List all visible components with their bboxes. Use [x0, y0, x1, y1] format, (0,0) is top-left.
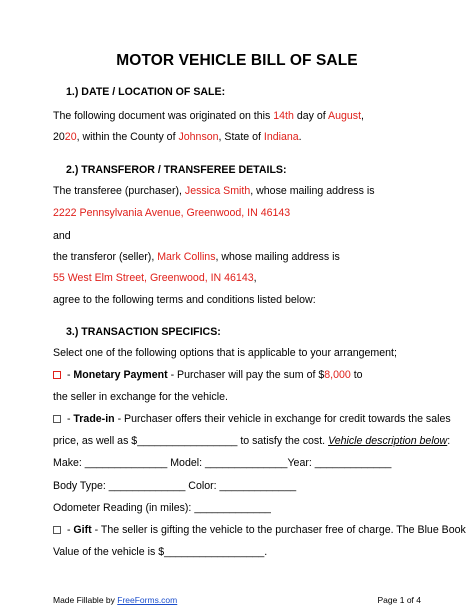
page-number: Page 1 of 4: [377, 595, 421, 605]
section-2-line-1: The transferee (purchaser), Jessica Smith, whose mailing address is: [53, 185, 375, 197]
blue-book-value-field[interactable]: _________________: [164, 546, 265, 558]
seller-address-field[interactable]: 55 West Elm Street, Greenwood, IN 46143: [53, 272, 254, 284]
day-field[interactable]: 14th: [273, 110, 294, 122]
seller-address-line: 55 West Elm Street, Greenwood, IN 46143,: [53, 272, 257, 284]
body-type-field[interactable]: _____________: [108, 480, 186, 492]
color-field[interactable]: _____________: [219, 480, 297, 492]
trade-in-checkbox[interactable]: [53, 415, 61, 423]
trade-in-amount-field[interactable]: _________________: [137, 435, 238, 447]
purchaser-address-field[interactable]: 2222 Pennsylvania Avenue, Greenwood, IN 46143: [53, 207, 291, 219]
state-field[interactable]: Indiana: [263, 131, 299, 143]
gift-checkbox[interactable]: [53, 526, 61, 534]
county-field[interactable]: Johnson: [178, 131, 219, 143]
section-2-line-4: the transferor (seller), Mark Collins, whose mailing address is: [53, 251, 340, 263]
gift-line: - Gift - The seller is gifting the vehicle to the purchaser free of charge. The Blue Book: [53, 524, 466, 536]
year-field[interactable]: 20: [64, 131, 77, 143]
section-1-heading: 1.) DATE / LOCATION OF SALE:: [66, 86, 226, 98]
purchaser-name-field[interactable]: Jessica Smith: [184, 185, 251, 197]
model-field[interactable]: ______________: [204, 457, 288, 469]
section-1-line-2: 2020, within the County of Johnson, State of Indiana.: [53, 131, 302, 143]
body-type-color-line: Body Type: _____________ Color: _____________: [53, 480, 297, 492]
monetary-payment-line-2: the seller in exchange for the vehicle.: [53, 391, 228, 403]
and-text: and: [53, 230, 71, 242]
trade-in-line: - Trade-in - Purchaser offers their vehicle in exchange for credit towards the sales: [53, 413, 451, 425]
freeforms-link[interactable]: FreeForms.com: [117, 595, 178, 605]
select-option-text: Select one of the following options that is applicable to your arrangement;: [53, 347, 397, 359]
payment-amount-field[interactable]: 8,000: [324, 369, 351, 381]
footer-credit: Made Fillable by FreeForms.com: [53, 595, 178, 605]
make-model-year-line: Make: ______________ Model: ______________Year: _____________: [53, 457, 392, 469]
seller-name-field[interactable]: Mark Collins: [157, 251, 216, 263]
make-field[interactable]: ______________: [84, 457, 168, 469]
section-3-heading: 3.) TRANSACTION SPECIFICS:: [66, 326, 221, 338]
agreement-text: agree to the following terms and conditions listed below:: [53, 294, 316, 306]
trade-in-line-2: price, as well as $_________________ to satisfy the cost. Vehicle description below:: [53, 435, 451, 447]
month-field[interactable]: August: [328, 110, 362, 122]
section-2-heading: 2.) TRANSFEROR / TRANSFEREE DETAILS:: [66, 164, 287, 176]
monetary-payment-checkbox[interactable]: [53, 371, 61, 379]
section-1-line-1: The following document was originated on this 14th day of August,: [53, 110, 364, 122]
monetary-payment-line: - Monetary Payment - Purchaser will pay the sum of $8,000 to: [53, 369, 363, 381]
odometer-line: Odometer Reading (in miles): _____________: [53, 502, 271, 514]
year-field-blank[interactable]: _____________: [314, 457, 392, 469]
odometer-field[interactable]: _____________: [194, 502, 271, 514]
document-title: MOTOR VEHICLE BILL OF SALE: [116, 52, 358, 69]
gift-line-2: Value of the vehicle is $_________________.: [53, 546, 268, 558]
